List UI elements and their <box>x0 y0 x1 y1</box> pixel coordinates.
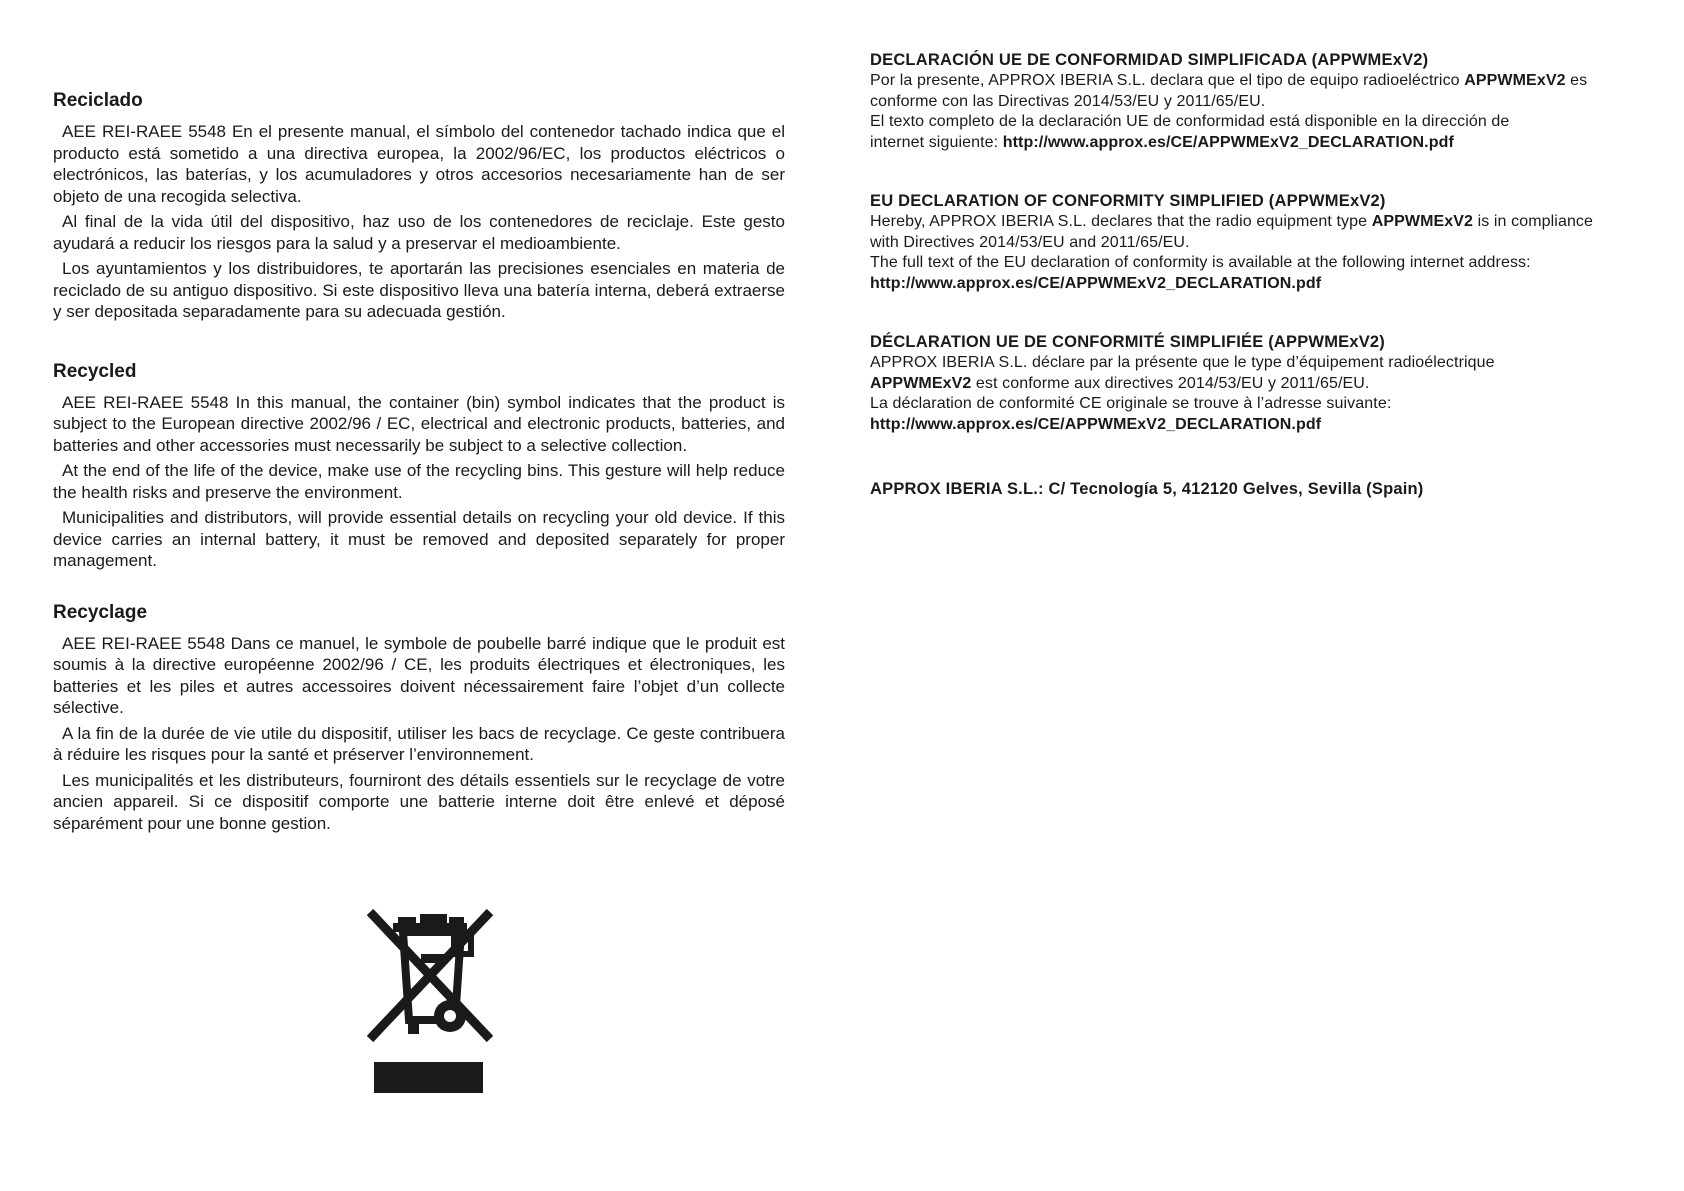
recycling-paragraph-en-2: At the end of the life of the device, make use of the recycling bins. This gesture will help reduce the health risks and preserve the environment. <box>53 461 785 502</box>
declaration-line: The full text of the EU declaration of conformity is available at the following internet address: <box>870 254 1531 271</box>
declaration-section-fr <box>870 332 1660 435</box>
recycling-heading-fr: Recyclage <box>53 601 148 623</box>
bin-lid-nub-left <box>398 917 416 925</box>
declaration-line: APPWMExV2 est conforme aux directives 2014/53/EU y 2011/65/EU. <box>870 374 1370 392</box>
declaration-line: Hereby, APPROX IBERIA S.L. declares that the radio equipment type APPWMExV2 is in compliance <box>870 213 1594 230</box>
declaration-line: conforme con las Directivas 2014/53/EU y 2011/65/EU. <box>870 92 1266 110</box>
recycling-paragraph-en-1: AEE REI-RAEE 5548 In this manual, the container (bin) symbol indicates that the product is subject to the European directive 2002/96 / EC, electrical and electronic products, batteries, and batteries and other accessories must necessarily be subject to a selective collection. <box>53 392 785 455</box>
declaration-heading-fr: DÉCLARATION UE DE CONFORMITÉ SIMPLIFIÉE (APPWMExV2) <box>870 333 1385 351</box>
recycling-paragraph-fr-1: AEE REI-RAEE 5548 Dans ce manuel, le symbole de poubelle barré indique que le produit est soumis à la directive européenne 2002/96 / CE, les produits électriques et électroniques, les batteries et les piles et autres accessoires doivent nécessairement faire l’objet d’un collecte sélective. <box>53 633 785 717</box>
bin-foot <box>408 1018 419 1034</box>
declaration-heading-es: DECLARACIÓN UE DE CONFORMIDAD SIMPLIFICADA (APPWMExV2) <box>870 51 1429 69</box>
weee-black-bar <box>374 1062 483 1093</box>
recycling-paragraph-fr-3: Les municipalités et les distributeurs, fourniront des détails essentiels sur le recyclage de votre ancien appareil. Si ce dispositif comporte une batterie interne doit être enlevé et déposé séparément pour une bonne gestion. <box>53 770 785 833</box>
recycling-heading-es: Reciclado <box>53 90 143 111</box>
declaration-line: with Directives 2014/53/EU and 2011/65/EU. <box>870 233 1190 251</box>
section-recycled <box>53 361 785 572</box>
declaration-line: internet siguiente: http://www.approx.es/CE/APPWMExV2_DECLARATION.pdf <box>870 133 1454 151</box>
recycling-paragraph-es-3: Los ayuntamientos y los distribuidores, te aportarán las precisiones esenciales en materia de reciclado de su antiguo dispositivo. Si este dispositivo lleva una batería interna, deberá extraerse y ser depositada separadamente para su adecuada gestión. <box>53 259 785 321</box>
recycling-heading-en: Recycled <box>53 360 137 382</box>
recycling-paragraph-en-3: Municipalities and distributors, will provide essential details on recycling your old device. If this device carries an internal battery, it must be removed and deposited separately for proper management. <box>53 508 785 570</box>
declarations-column <box>870 50 1660 500</box>
declaration-line: La déclaration de conformité CE originale se trouve à l’adresse suivante: <box>870 395 1392 412</box>
recycling-paragraph-es-2: Al final de la vida útil del dispositivo, haz uso de los contenedores de reciclaje. Este gesto ayudará a reducir los riesgos para la salud y a preservar el medioambiente. <box>53 212 785 253</box>
declaration-heading-en: EU DECLARATION OF CONFORMITY SIMPLIFIED (APPWMExV2) <box>870 192 1386 210</box>
declaration-line: Por la presente, APPROX IBERIA S.L. declara que el tipo de equipo radioeléctrico APPWMExV2 es <box>870 72 1588 89</box>
declaration-line: APPROX IBERIA S.L. déclare par la présente que le type d’équipement radioélectrique <box>870 354 1495 371</box>
declaration-line: El texto completo de la declaración UE de conformidad está disponible en la dirección de <box>870 113 1510 130</box>
declaration-section-es <box>870 50 1660 153</box>
company-address: APPROX IBERIA S.L.: C/ Tecnología 5, 412120 Gelves, Sevilla (Spain) <box>870 480 1424 498</box>
bin-wheel-hub <box>444 1010 456 1022</box>
recycling-paragraph-es-1: AEE REI-RAEE 5548 En el presente manual, el símbolo del contenedor tachado indica que el producto está sometido a una directiva europea, la 2002/96/EC, los productos eléctricos o electrónicos, las baterías, y los acumuladores y otros accesorios necesariamente han de ser objeto de una recogida selectiva. <box>53 122 785 206</box>
recycling-paragraph-fr-2: A la fin de la durée de vie utile du dispositif, utiliser les bacs de recyclage. Ce geste contribuera à réduire les risques pour la santé et préserver l’environnement. <box>53 723 785 764</box>
declaration-line: http://www.approx.es/CE/APPWMExV2_DECLARATION.pdf <box>870 274 1322 292</box>
declaration-line: http://www.approx.es/CE/APPWMExV2_DECLARATION.pdf <box>870 415 1322 433</box>
bin-handle <box>420 914 447 924</box>
declaration-section-en <box>870 191 1660 294</box>
section-reciclado <box>53 90 785 323</box>
recycling-column <box>53 90 785 872</box>
weee-crossed-bin-icon <box>367 906 493 1096</box>
bin-lid-nub-right <box>449 917 464 925</box>
section-recyclage <box>53 602 785 835</box>
